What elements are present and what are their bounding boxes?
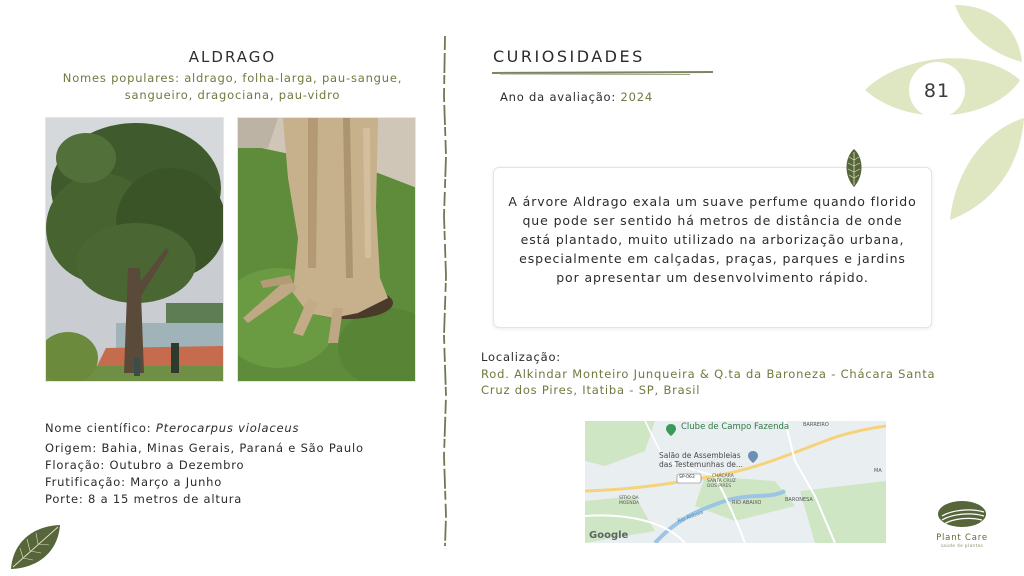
map-label-club: Clube de Campo Fazenda (681, 422, 790, 432)
page-number: 81 (923, 80, 951, 102)
map-label-chacara-3: DOS PIRES (707, 484, 732, 489)
map-label-chacara-1: CHÁCARA (712, 474, 734, 479)
origin-row: Origem: Bahia, Minas Gerais, Paraná e São Paulo (45, 441, 364, 455)
map-label-hall-2: das Testemunhas de... (659, 460, 744, 469)
trunk-photo-illustration (238, 118, 416, 382)
brand-tagline: saúde de plantas (940, 543, 984, 548)
heading-underline (490, 68, 715, 78)
evaluation-year (500, 90, 653, 104)
map-label-river: Rio Atibaia (676, 509, 705, 525)
scientific-name-row (45, 420, 364, 437)
map-label-baronesa: BARONESA (785, 497, 813, 503)
evaluation-year-value: 2024 (620, 90, 654, 104)
leaf-icon (8, 522, 64, 572)
map-label-chacara-2: SANTA CRUZ (707, 479, 736, 484)
fruiting-row: Frutificação: Março a Junho (45, 475, 223, 489)
map-label-ma: MA (874, 468, 882, 474)
map-label-sitio-1: SÍTIO DA (619, 496, 639, 501)
map-attribution: Google (589, 530, 629, 541)
location-label: Localização: (481, 350, 561, 364)
tree-photo (45, 117, 224, 382)
flowering-row: Floração: Outubro a Dezembro (45, 458, 245, 472)
evaluation-year-label: Ano da avaliação: (500, 90, 617, 104)
species-facts (45, 420, 364, 508)
map-label-hall-1: Salão de Assembleias (659, 451, 741, 460)
map-label-sitio-2: MOENDA (619, 501, 640, 506)
size-row: Porte: 8 a 15 metros de altura (45, 492, 243, 506)
scientific-name-value: Pterocarpus violaceus (155, 421, 300, 435)
trunk-photo (237, 117, 416, 382)
curiosities-heading: CURIOSIDADES (493, 47, 645, 66)
map-label-barreiro: BARREIRO (803, 422, 829, 428)
tree-photo-illustration (46, 118, 224, 382)
scientific-name-label: Nome científico: (45, 421, 152, 435)
map-route-badge: SP-063 (679, 475, 695, 480)
popular-names: Nomes populares: aldrago, folha-larga, pau-sangue, sangueiro, dragociana, pau-vidro (62, 71, 403, 102)
brand-name: Plant Care (936, 533, 988, 543)
map-label-rio-abaixo: RIO ABAIXO (732, 500, 762, 506)
column-divider (440, 36, 450, 546)
curiosity-text: A árvore Aldrago exala um suave perfume quando florido que pode ser sentido há metros de distância de onde está plantado, muito utilizado na arborização urbana, especialmente em calçadas, praças, parques e jardins por apresentar um desenvolvimento rápido. (508, 194, 917, 285)
species-title: ALDRAGO (188, 48, 277, 66)
location-address: Rod. Alkindar Monteiro Junqueira & Q.ta da Baroneza - Chácara Santa Cruz dos Pires, Itatiba - SP, Brasil (481, 367, 936, 397)
location-map[interactable] (585, 421, 886, 543)
